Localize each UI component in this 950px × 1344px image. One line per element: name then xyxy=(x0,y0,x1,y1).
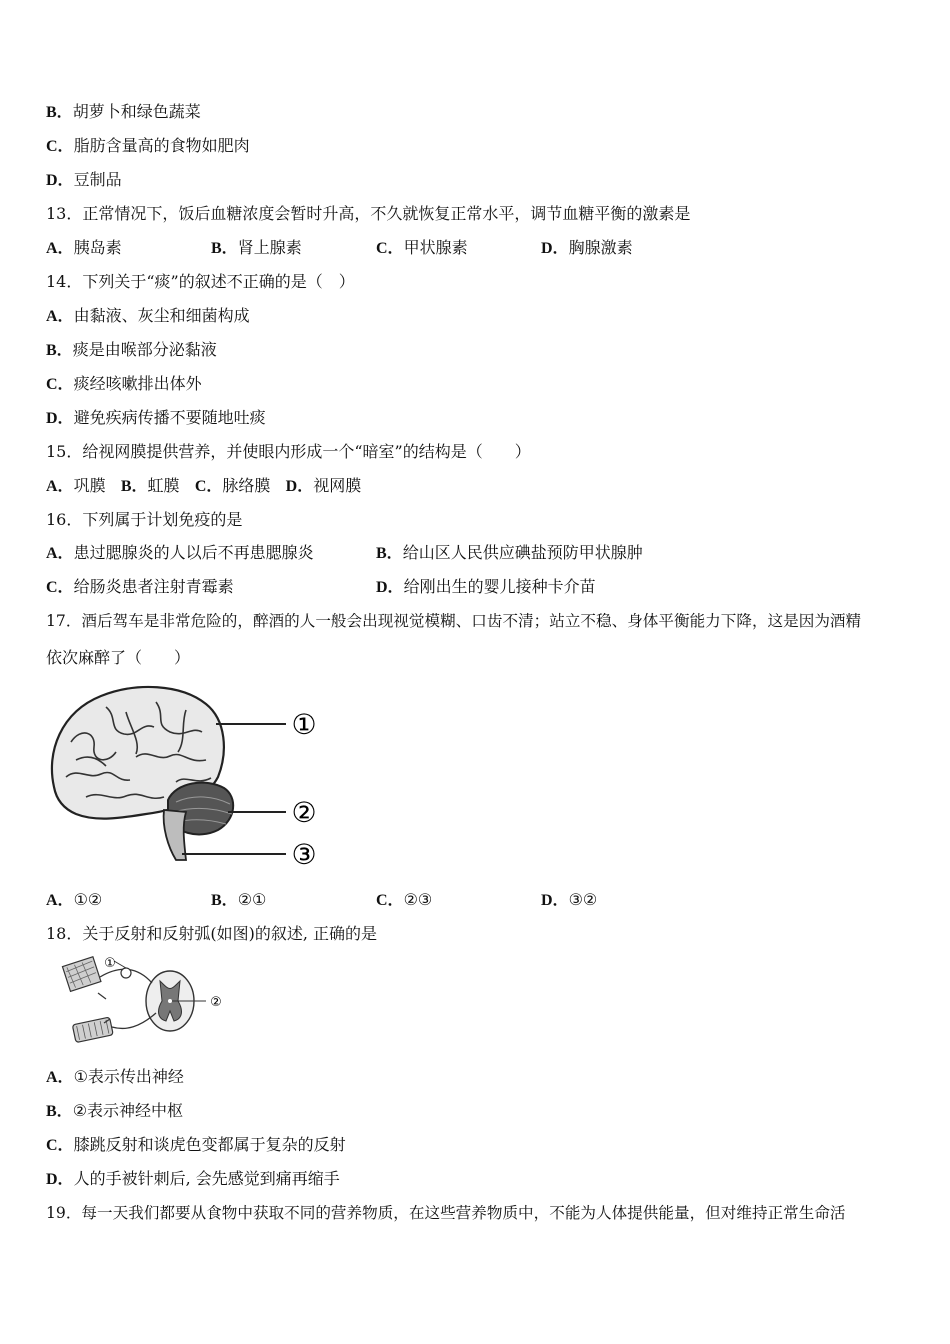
option-text: ①表示传出神经 xyxy=(73,1067,184,1086)
q15-option-b xyxy=(121,476,180,495)
q17-option-d xyxy=(541,889,597,912)
q16-option-a xyxy=(46,542,314,565)
option-label: C． xyxy=(194,478,223,495)
option-label: D． xyxy=(541,892,569,909)
option-text: 避免疾病传播不要随地吐痰 xyxy=(73,408,266,427)
option-text: ②① xyxy=(237,890,267,909)
q17-stem-line2: 依次麻醉了（ ） xyxy=(46,648,191,667)
q15-option-c xyxy=(195,476,271,495)
q18-option-c xyxy=(46,1134,346,1157)
figure-label-2: ② xyxy=(291,796,317,829)
q15-stem: 15．给视网膜提供营养，并使眼内形成一个“暗室”的结构是（ ） xyxy=(46,442,531,461)
option-label: B． xyxy=(120,478,148,495)
q14-stem: 14．下列关于“痰”的叙述不正确的是（ ） xyxy=(46,272,355,291)
option-text: ②表示神经中枢 xyxy=(72,1101,184,1120)
figure-label-2: ② xyxy=(210,995,222,1010)
option-label: C． xyxy=(376,240,404,257)
option-label: B． xyxy=(211,240,238,257)
option-text: 给刚出生的婴儿接种卡介苗 xyxy=(403,577,596,596)
option-text: 由黏液、灰尘和细菌构成 xyxy=(73,306,250,325)
option-label: D． xyxy=(376,579,404,596)
option-label: B． xyxy=(376,545,403,562)
q13-option-b xyxy=(211,237,302,260)
option-label: A． xyxy=(46,892,74,909)
option-text: 视网膜 xyxy=(313,476,362,495)
q19-stem: 19．每一天我们都要从食物中获取不同的营养物质，在这些营养物质中，不能为人体提供能量，但对维持正常生命活 xyxy=(46,1204,846,1222)
option-label: C． xyxy=(46,1137,74,1154)
q15-option-d xyxy=(286,476,362,495)
q16-option-c xyxy=(46,576,234,599)
option-text: 患过腮腺炎的人以后不再患腮腺炎 xyxy=(73,543,314,562)
figure-label-1: ① xyxy=(291,708,317,741)
option-text: 胡萝卜和绿色蔬菜 xyxy=(72,102,201,121)
option-text: ③② xyxy=(568,890,598,909)
q16-option-b xyxy=(376,542,643,565)
option-label: A． xyxy=(46,478,74,495)
reflex-arc-drawing xyxy=(62,957,206,1043)
q17-option-c xyxy=(376,889,432,912)
q13-option-c xyxy=(376,237,468,260)
option-text: 给山区人民供应碘盐预防甲状腺肿 xyxy=(402,543,643,562)
q18-option-b xyxy=(46,1100,183,1123)
option-text: 给肠炎患者注射青霉素 xyxy=(73,577,234,596)
option-text: 脉络膜 xyxy=(222,476,271,495)
q18-stem: 18．关于反射和反射弧(如图)的叙述, 正确的是 xyxy=(46,924,378,943)
q14-option-b xyxy=(46,339,217,362)
option-label: B． xyxy=(46,1103,73,1120)
q15-options xyxy=(46,475,361,498)
option-label: B． xyxy=(46,342,73,359)
q14-option-c xyxy=(46,373,202,396)
option-label: D． xyxy=(541,240,569,257)
brain-figure xyxy=(46,682,336,872)
option-text: 痰经咳嗽排出体外 xyxy=(73,374,202,393)
option-label: A． xyxy=(46,308,74,325)
brain-drawing xyxy=(52,687,233,860)
option-text: 豆制品 xyxy=(73,170,122,189)
q16-option-d xyxy=(376,576,596,599)
q13-option-d xyxy=(541,237,633,260)
option-label: A． xyxy=(46,240,74,257)
q18-option-d xyxy=(46,1168,340,1191)
figure-label-1: ① xyxy=(104,956,116,971)
q13-option-a xyxy=(46,237,122,260)
option-text: 甲状腺素 xyxy=(403,238,468,257)
option-text: ②③ xyxy=(403,890,433,909)
option-text: 巩膜 xyxy=(73,476,106,495)
option-label: C． xyxy=(376,892,404,909)
option-label: D． xyxy=(46,1171,74,1188)
option-text: 虹膜 xyxy=(147,476,180,495)
q16-stem: 16．下列属于计划免疫的是 xyxy=(46,510,243,529)
option-label: D． xyxy=(46,172,74,189)
q12-option-d xyxy=(46,169,122,192)
option-text: 脂肪含量高的食物如肥肉 xyxy=(73,136,250,155)
q13-stem: 13．正常情况下，饭后血糖浓度会暂时升高，不久就恢复正常水平，调节血糖平衡的激素是 xyxy=(46,204,691,223)
option-text: 人的手被针刺后, 会先感觉到痛再缩手 xyxy=(73,1169,340,1188)
figure-label-3: ③ xyxy=(291,838,317,871)
option-label: A． xyxy=(46,545,74,562)
q12-option-b xyxy=(46,101,201,124)
q17-option-a xyxy=(46,889,102,912)
option-text: 胸腺激素 xyxy=(568,238,633,257)
option-label: C． xyxy=(46,376,74,393)
option-label: B． xyxy=(211,892,238,909)
option-label: D． xyxy=(285,478,314,495)
option-text: 胰岛素 xyxy=(73,238,122,257)
q17-stem-line1: 17．酒后驾车是非常危险的，醉酒的人一般会出现视觉模糊、口齿不清；站立不稳、身体平衡能力下降，这是因为酒精 xyxy=(46,612,862,630)
option-label: C． xyxy=(46,579,74,596)
q18-option-a xyxy=(46,1066,184,1089)
option-label: C． xyxy=(46,138,74,155)
option-label: D． xyxy=(46,410,74,427)
option-text: 痰是由喉部分泌黏液 xyxy=(72,340,217,359)
option-label: A． xyxy=(46,1069,74,1086)
option-text: 膝跳反射和谈虎色变都属于复杂的反射 xyxy=(73,1135,346,1154)
q17-option-b xyxy=(211,889,266,912)
q14-option-d xyxy=(46,407,266,430)
option-text: ①② xyxy=(73,890,103,909)
reflex-arc-figure xyxy=(60,955,230,1047)
option-text: 肾上腺素 xyxy=(237,238,302,257)
q15-option-a xyxy=(46,476,106,495)
q12-option-c xyxy=(46,135,250,158)
option-label: B． xyxy=(46,104,73,121)
q14-option-a xyxy=(46,305,250,328)
